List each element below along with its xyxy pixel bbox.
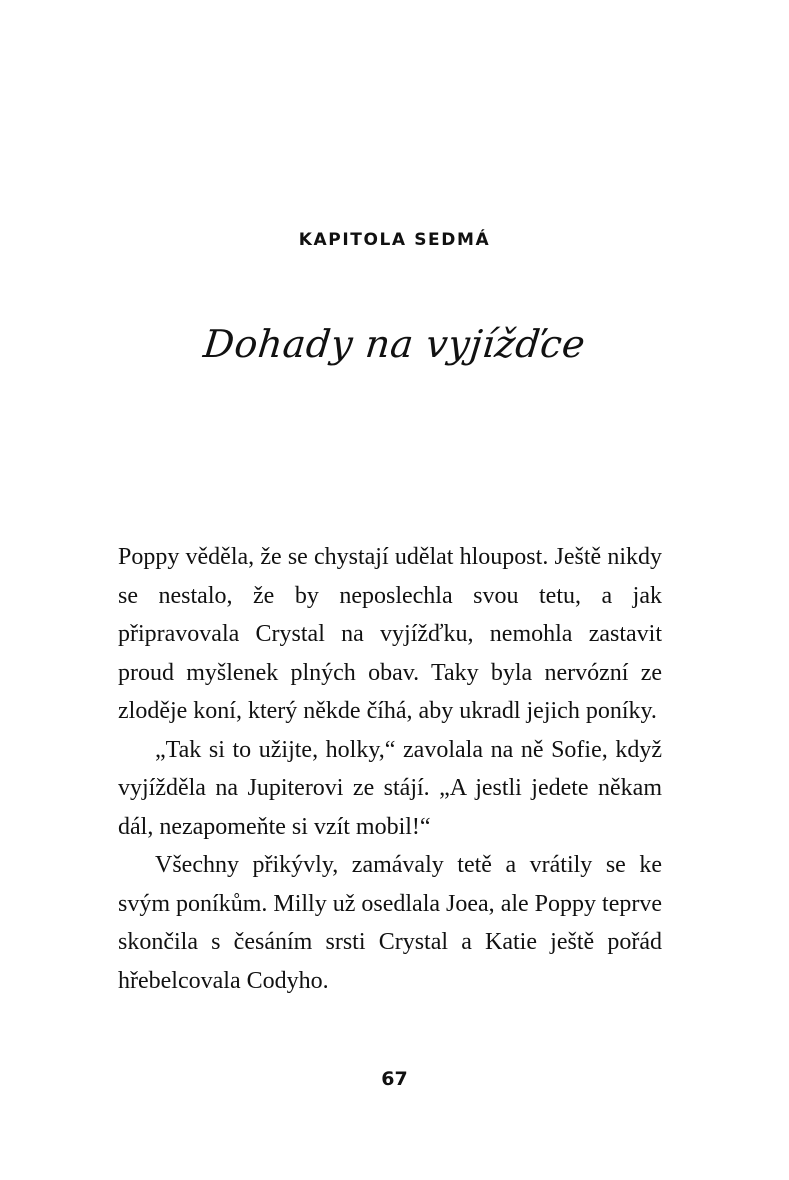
body-text [118, 538, 662, 1000]
paragraph-3: Všechny přikývly, zamávaly tetě a vrátily se ke svým poníkům. Milly už osedlala Joea, ale Poppy teprve skončila s česáním srsti Crystal a Katie ještě pořád hřebelcovala Codyho. [118, 852, 662, 994]
chapter-label: KAPITOLA SEDMÁ [298, 230, 491, 250]
paragraph-2: „Tak si to užijte, holky,“ zavolala na ně Sofie, když vyjížděla na Jupiterovi ze stájí. „A jestli jedete někam dál, nezapomeňte si vzít mobil!“ [118, 736, 662, 840]
page-number: 67 [381, 1068, 408, 1090]
paragraph-1: Poppy věděla, že se chystají udělat hloupost. Ještě nikdy se nestalo, že by neposlechla svou tetu, a jak připravovala Crystal na vyjížďku, nemohla zastavit proud myšlenek plných obav. Taky byla nervózní ze zloděje koní, který někde číhá, aby ukradl jejich poníky. [118, 544, 662, 724]
chapter-title: Dohady na vyjížďce [201, 322, 588, 366]
